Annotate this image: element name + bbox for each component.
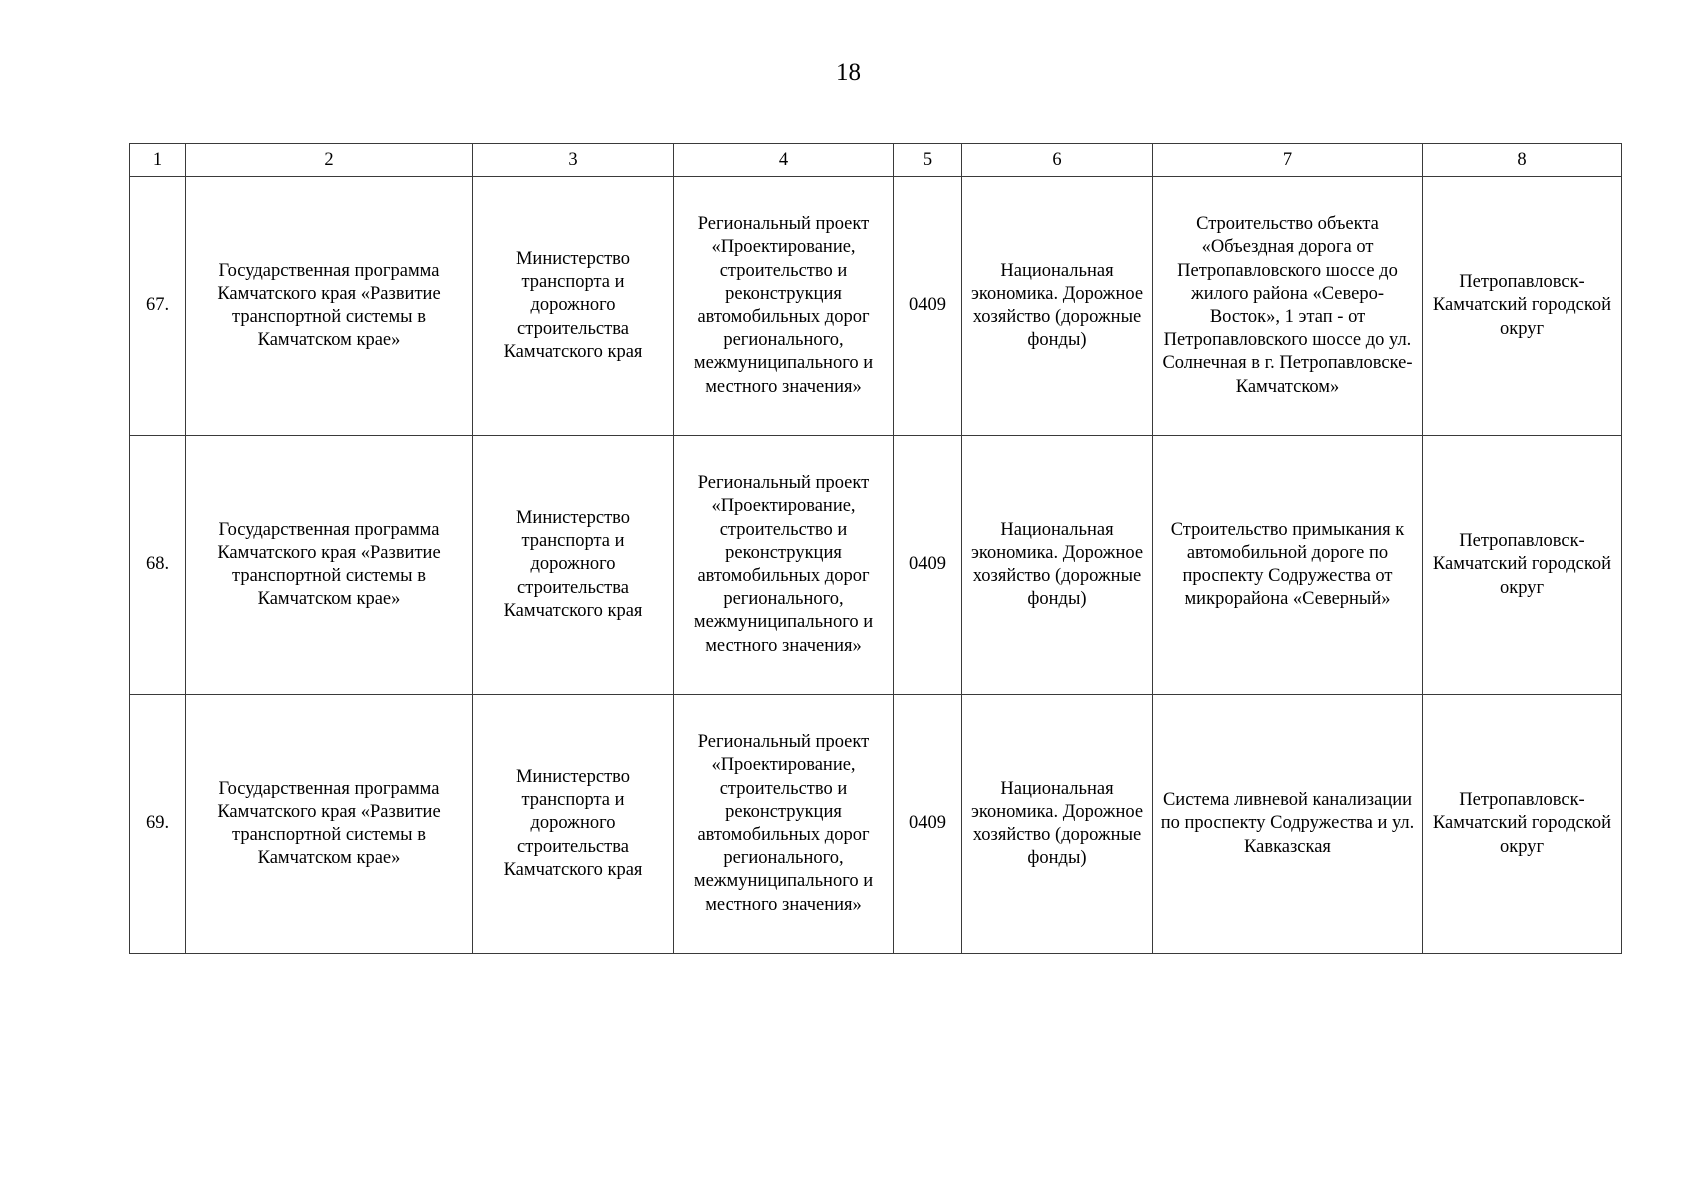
row-number: 67.	[130, 177, 186, 436]
project-cell: Региональный проект «Проектирование, строительство и реконструкция автомобильных дорог регионального, межмуниципального и местного значения»	[674, 177, 894, 436]
program-cell: Государственная программа Камчатского края «Развитие транспортной системы в Камчатском крае»	[186, 695, 473, 954]
project-cell: Региональный проект «Проектирование, строительство и реконструкция автомобильных дорог регионального, межмуниципального и местного значения»	[674, 695, 894, 954]
section-cell: Национальная экономика. Дорожное хозяйство (дорожные фонды)	[962, 695, 1153, 954]
document-table	[129, 143, 1622, 954]
object-cell: Система ливневой канализации по проспекту Содружества и ул. Кавказская	[1153, 695, 1423, 954]
table-row	[130, 695, 1622, 954]
section-cell: Национальная экономика. Дорожное хозяйство (дорожные фонды)	[962, 177, 1153, 436]
project-cell: Региональный проект «Проектирование, строительство и реконструкция автомобильных дорог регионального, межмуниципального и местного значения»	[674, 436, 894, 695]
ministry-cell: Министерство транспорта и дорожного строительства Камчатского края	[473, 177, 674, 436]
ministry-cell: Министерство транспорта и дорожного строительства Камчатского края	[473, 436, 674, 695]
row-number: 68.	[130, 436, 186, 695]
table-row	[130, 436, 1622, 695]
column-header: 6	[962, 144, 1153, 177]
program-cell: Государственная программа Камчатского края «Развитие транспортной системы в Камчатском крае»	[186, 177, 473, 436]
section-cell: Национальная экономика. Дорожное хозяйство (дорожные фонды)	[962, 436, 1153, 695]
row-number: 69.	[130, 695, 186, 954]
object-cell: Строительство примыкания к автомобильной дороге по проспекту Содружества от микрорайона «Северный»	[1153, 436, 1423, 695]
column-header: 2	[186, 144, 473, 177]
code-cell: 0409	[894, 177, 962, 436]
ministry-cell: Министерство транспорта и дорожного строительства Камчатского края	[473, 695, 674, 954]
municipality-cell: Петропавловск-Камчатский городской округ	[1423, 436, 1622, 695]
municipality-cell: Петропавловск-Камчатский городской округ	[1423, 177, 1622, 436]
column-header: 8	[1423, 144, 1622, 177]
column-header: 1	[130, 144, 186, 177]
object-cell: Строительство объекта «Объездная дорога от Петропавловского шоссе до жилого района «Северо-Восток», 1 этап - от Петропавловского шоссе до ул. Солнечная в г. Петропавловске-Камчатском»	[1153, 177, 1423, 436]
municipality-cell: Петропавловск-Камчатский городской округ	[1423, 695, 1622, 954]
column-header: 3	[473, 144, 674, 177]
program-cell: Государственная программа Камчатского края «Развитие транспортной системы в Камчатском крае»	[186, 436, 473, 695]
code-cell: 0409	[894, 436, 962, 695]
column-header: 7	[1153, 144, 1423, 177]
column-header: 4	[674, 144, 894, 177]
code-cell: 0409	[894, 695, 962, 954]
table-header-row	[130, 144, 1622, 177]
table-row	[130, 177, 1622, 436]
column-header: 5	[894, 144, 962, 177]
page-number: 18	[836, 59, 861, 86]
